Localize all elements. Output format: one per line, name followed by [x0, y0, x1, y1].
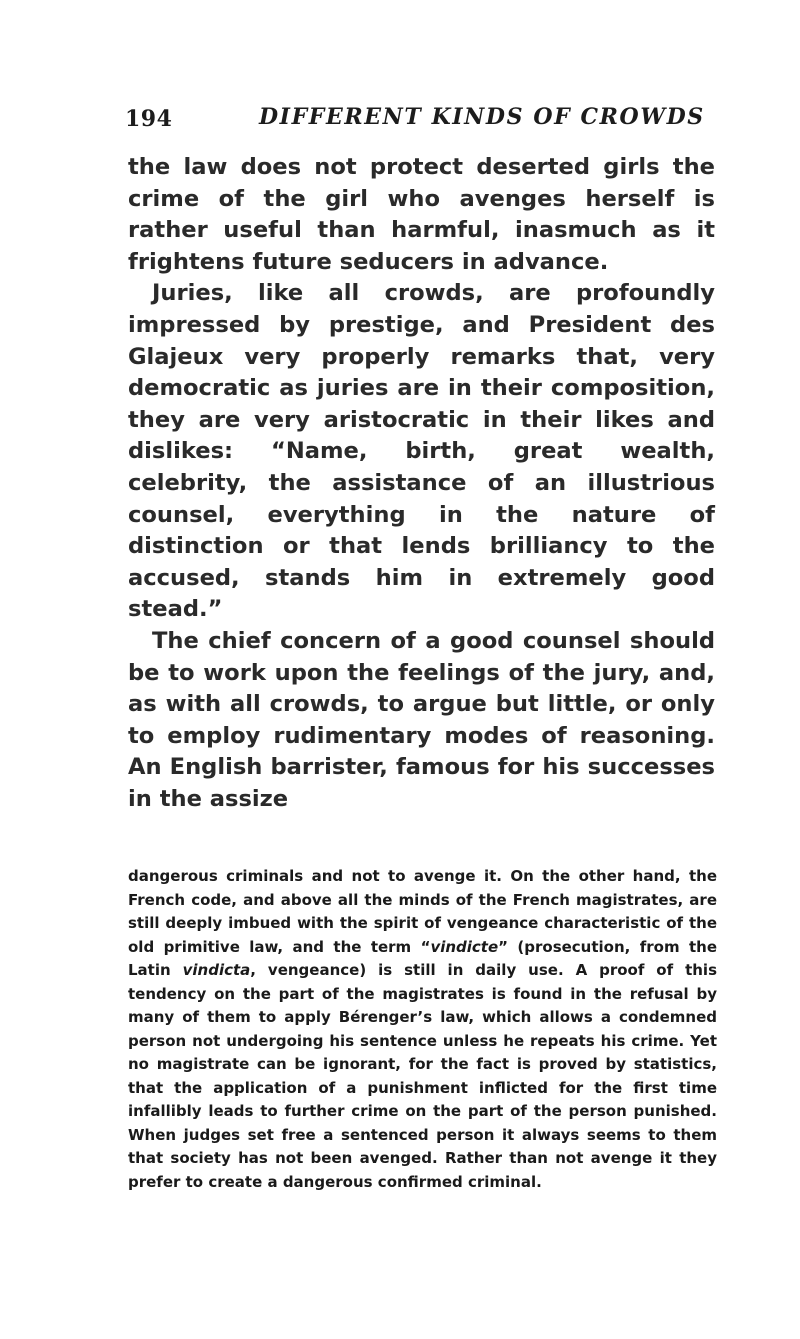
- footnote-latin: vindicta: [182, 961, 251, 979]
- main-text: [128, 152, 715, 815]
- running-title: DIFFERENT KINDS OF CROWDS: [259, 104, 705, 130]
- footnote-term: vindicte: [430, 937, 499, 956]
- footnote-paragraph: [128, 865, 717, 1194]
- footnote-text: dangerous criminals and not to avenge it. On the other hand, the French code, and above all the minds of the French magistrates, are still deeply imbued with the spirit of vengeance characteristic of the old primitive law, and the term “: [128, 867, 717, 956]
- page-header: [125, 104, 725, 140]
- page-number: 194: [125, 106, 173, 132]
- footnote-text: , vengeance) is still in daily use. A proof of this tendency on the part of the magistrates is found in the refusal by many of them to apply Bérenger’s law, which allows a condemned person not undergoing his sentence unless he repeats his crime. Yet no magistrate can be ignorant, for the fact is proved by statistics, that the application of a punishment inflicted for the first time infallibly leads to further crime on the part of the person punished. When judges set free a sentenced person it always seems to them that society has not been avenged. Rather than not avenge it they prefer to create a dangerous confirmed criminal.: [128, 961, 717, 1191]
- paragraph: The chief concern of a good counsel should be to work upon the feelings of the jury, and, as with all crowds, to argue but little, or only to employ rudimentary modes of reasoning. An English barrister, famous for his successes in the assize: [128, 627, 715, 812]
- footnote-text: ” (prosecution, from the Latin: [128, 937, 717, 979]
- paragraph: Juries, like all crowds, are profoundly impressed by prestige, and President des Glajeux very properly remarks that, very democratic as juries are in their composition, they are very aristocratic in their likes and dislikes: “Name, birth, great wealth, celebrity, the assistance of an illustrious counsel, everything in the nature of distinction or that lends brilliancy to the accused, stands him in extremely good stead.”: [128, 280, 715, 623]
- paragraph: the law does not protect deserted girls the crime of the girl who avenges herself is rather useful than harmful, inasmuch as it frightens future seducers in advance.: [128, 154, 715, 275]
- footnote: [128, 865, 717, 1194]
